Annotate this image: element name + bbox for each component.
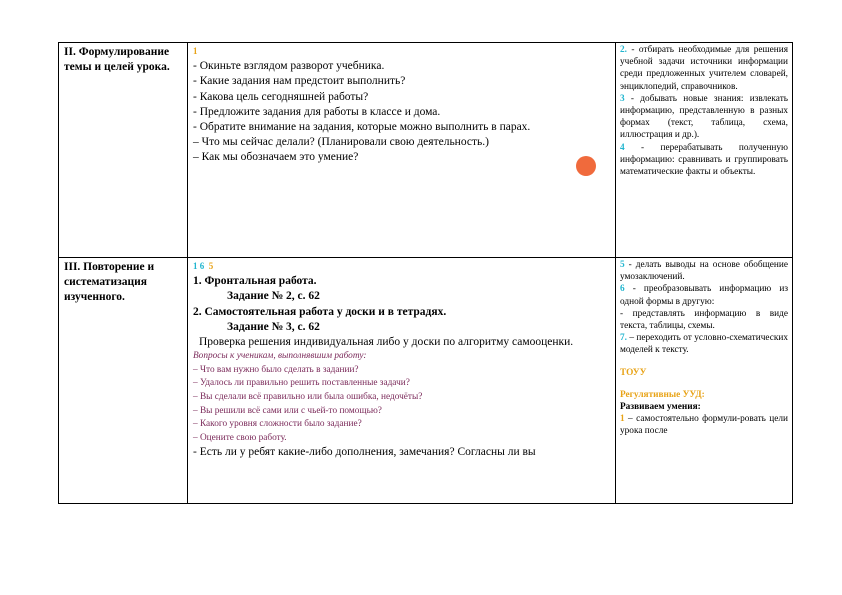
skill-item: 7. – переходить от условно-схематических моделей к тексту. (620, 333, 788, 356)
regulative-title: Регулятивные УУД: (620, 389, 705, 400)
question-item: – Какого уровня сложности было задание? (193, 419, 362, 430)
task-ref: Задание № 3, с. 62 (227, 320, 320, 333)
skill-item: 1 – самостоятельно формули-ровать цели урока после (620, 414, 788, 437)
question-item: – Вы сделали всё правильно или была ошибка, недочёты? (193, 392, 423, 402)
questions-title: Вопросы к ученикам, выполнявшим работу: (193, 351, 367, 362)
list-item: - Есть ли у ребят какие-либо дополнения, замечания? Согласны ли вы (193, 446, 536, 459)
question-item: – Удалось ли правильно решить поставленные задачи? (193, 378, 410, 389)
skills-cell (616, 43, 793, 258)
task-title: 2. Самостоятельная работа у доски и в тетрадях. (193, 305, 447, 318)
list-item: – Как мы обозначаем это умение? (193, 151, 359, 164)
list-item: - Какова цель сегодняшней работы? (193, 90, 369, 103)
task-ref: Задание № 2, с. 62 (227, 290, 320, 303)
list-item: - Предложите задания для работы в классе и дома. (193, 105, 441, 118)
activity-cell (188, 43, 616, 258)
list-item: – Что мы сейчас делали? (Планировали свою деятельность.) (193, 136, 489, 149)
list-item: - Какие задания нам предстоит выполнить? (193, 75, 406, 88)
stage-title: III. Повторение и систематизация изученного. (64, 261, 155, 303)
list-item: - Обратите внимание на задания, которые можно выполнить в парах. (193, 121, 531, 134)
skill-item: 4 - перерабатывать полученную информацию: сравнивать и группировать математические факты и объекты. (620, 142, 788, 178)
stage-title: II. Формулирование темы и целей урока. (64, 46, 170, 73)
skill-item: 2. - отбирать необходимые для решения учебной задачи источники информации среди предложенных учителем словарей, энциклопедий, справочников. (620, 45, 788, 92)
stage-cell (59, 258, 188, 504)
question-item: – Оцените свою работу. (193, 432, 287, 443)
toou-label: ТОУУ (620, 367, 647, 378)
skill-item: - представлять информацию в виде текста, таблицы, схемы. (620, 308, 788, 332)
step-numbers: 1 (193, 46, 198, 56)
skill-item: 3 - добывать новые знания: извлекать информацию, представленную в разных формах (текст, таблица, схема, иллюстрация и др.). (620, 93, 788, 141)
task-title: 1. Фронтальная работа. (193, 275, 317, 288)
check-text: Проверка решения индивидуальная либо у доски по алгоритму самооценки. (199, 336, 574, 349)
question-item: – Что вам нужно было сделать в задании? (193, 364, 359, 375)
skill-item: 6 - преобразовывать информацию из одной формы в другую: (620, 284, 788, 307)
question-item: – Вы решили всё сами или с чьей-то помощью? (193, 405, 382, 416)
skill-item: 5 - делать выводы на основе обобщение умозаключений. (620, 260, 788, 283)
list-item: - Окиньте взглядом разворот учебника. (193, 60, 385, 73)
lesson-plan-table (58, 42, 793, 504)
stage-cell (59, 43, 188, 258)
develop-label: Развиваем умения: (620, 402, 701, 413)
step-numbers: 1 6 5 (193, 261, 214, 271)
red-circle-marker (576, 156, 596, 176)
skills-cell (616, 258, 793, 504)
table-row (59, 258, 793, 504)
activity-cell (188, 258, 616, 504)
table-row (59, 43, 793, 258)
